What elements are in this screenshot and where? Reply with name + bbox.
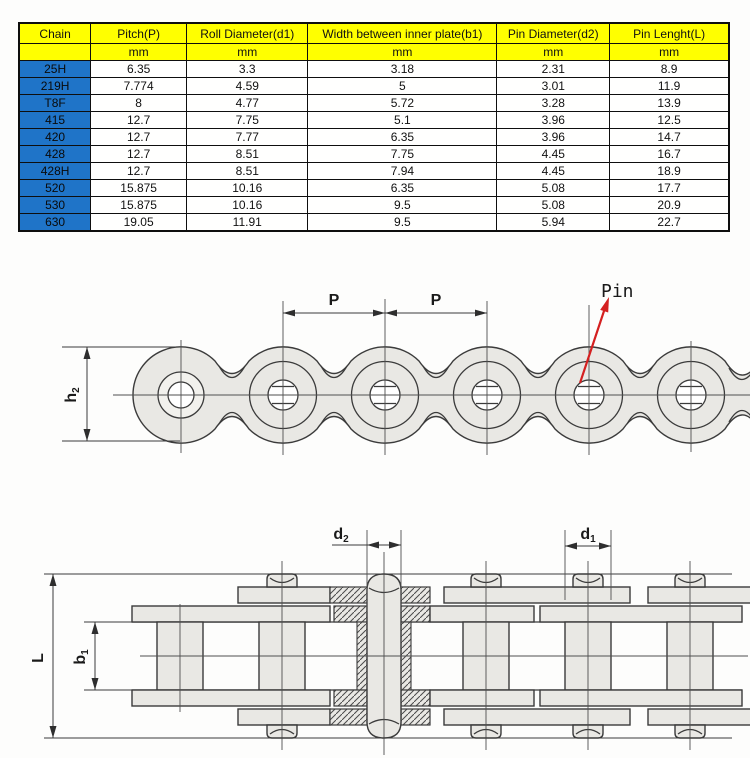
pitch-label: P (430, 292, 442, 309)
value-cell: 14.7 (610, 129, 729, 146)
chain-name-cell: 219H (19, 78, 91, 95)
value-cell: 5.08 (497, 180, 610, 197)
column-header: Chain (19, 23, 91, 44)
value-cell: 4.45 (497, 146, 610, 163)
value-cell: 12.5 (610, 112, 729, 129)
value-cell: 6.35 (308, 180, 497, 197)
value-cell: 12.7 (91, 129, 187, 146)
value-cell: 11.9 (610, 78, 729, 95)
value-cell: 19.05 (91, 214, 187, 232)
value-cell: 9.5 (308, 214, 497, 232)
value-cell: 6.35 (91, 61, 187, 78)
chain-name-cell: 520 (19, 180, 91, 197)
value-cell: 5.72 (308, 95, 497, 112)
value-cell: 11.91 (187, 214, 308, 232)
chain-name-cell: 25H (19, 61, 91, 78)
chain-name-cell: T8F (19, 95, 91, 112)
plan-view-diagram (30, 526, 750, 755)
inner-width-label: b1 (72, 649, 91, 665)
column-header: Pin Lenght(L) (610, 23, 729, 44)
value-cell: 7.77 (187, 129, 308, 146)
inner-width-dimension (72, 622, 136, 690)
value-cell: 10.16 (187, 180, 308, 197)
column-header: Roll Diameter(d1) (187, 23, 308, 44)
pin-length-label: L (30, 653, 47, 663)
column-header: Width between inner plate(b1) (308, 23, 497, 44)
outer-plates-bottom (238, 709, 750, 725)
value-cell: 4.59 (187, 78, 308, 95)
inner-plates-top (132, 606, 742, 622)
value-cell: 12.7 (91, 112, 187, 129)
value-cell: 3.3 (187, 61, 308, 78)
value-cell: 22.7 (610, 214, 729, 232)
unit-cell: mm (497, 44, 610, 61)
chain-name-cell: 428 (19, 146, 91, 163)
column-header: Pitch(P) (91, 23, 187, 44)
value-cell: 6.35 (308, 129, 497, 146)
value-cell: 9.5 (308, 197, 497, 214)
value-cell: 5.94 (497, 214, 610, 232)
value-cell: 16.7 (610, 146, 729, 163)
inner-plates-bottom (132, 690, 742, 706)
value-cell: 5.1 (308, 112, 497, 129)
value-cell: 7.75 (308, 146, 497, 163)
chain-name-cell: 630 (19, 214, 91, 232)
value-cell: 3.96 (497, 129, 610, 146)
value-cell: 5 (308, 78, 497, 95)
value-cell: 4.45 (497, 163, 610, 180)
value-cell: 2.31 (497, 61, 610, 78)
value-cell: 15.875 (91, 197, 187, 214)
roller-diameter-label: d1 (580, 526, 596, 545)
chain-name-cell: 530 (19, 197, 91, 214)
side-view-diagram (62, 281, 750, 455)
value-cell: 13.9 (610, 95, 729, 112)
value-cell: 20.9 (610, 197, 729, 214)
unit-cell: mm (610, 44, 729, 61)
chain-name-cell: 428H (19, 163, 91, 180)
chain-name-cell: 415 (19, 112, 91, 129)
value-cell: 12.7 (91, 146, 187, 163)
value-cell: 10.16 (187, 197, 308, 214)
pitch-label: P (328, 292, 340, 309)
value-cell: 7.774 (91, 78, 187, 95)
unit-cell: mm (91, 44, 187, 61)
value-cell: 3.01 (497, 78, 610, 95)
value-cell: 4.77 (187, 95, 308, 112)
value-cell: 7.75 (187, 112, 308, 129)
value-cell: 8.51 (187, 163, 308, 180)
outer-plates-top (238, 587, 750, 603)
value-cell: 3.18 (308, 61, 497, 78)
value-cell: 3.28 (497, 95, 610, 112)
value-cell: 7.94 (308, 163, 497, 180)
value-cell: 3.96 (497, 112, 610, 129)
value-cell: 15.875 (91, 180, 187, 197)
plate-height-label: h2 (63, 387, 82, 403)
value-cell: 18.9 (610, 163, 729, 180)
pin-diameter-label: d2 (333, 526, 349, 545)
value-cell: 8 (91, 95, 187, 112)
value-cell: 5.08 (497, 197, 610, 214)
unit-cell: mm (187, 44, 308, 61)
value-cell: 8.51 (187, 146, 308, 163)
column-header: Pin Diameter(d2) (497, 23, 610, 44)
unit-cell: mm (308, 44, 497, 61)
chain-name-cell: 420 (19, 129, 91, 146)
value-cell: 12.7 (91, 163, 187, 180)
value-cell: 8.9 (610, 61, 729, 78)
pin-callout-label: Pin (601, 281, 634, 302)
value-cell: 17.7 (610, 180, 729, 197)
